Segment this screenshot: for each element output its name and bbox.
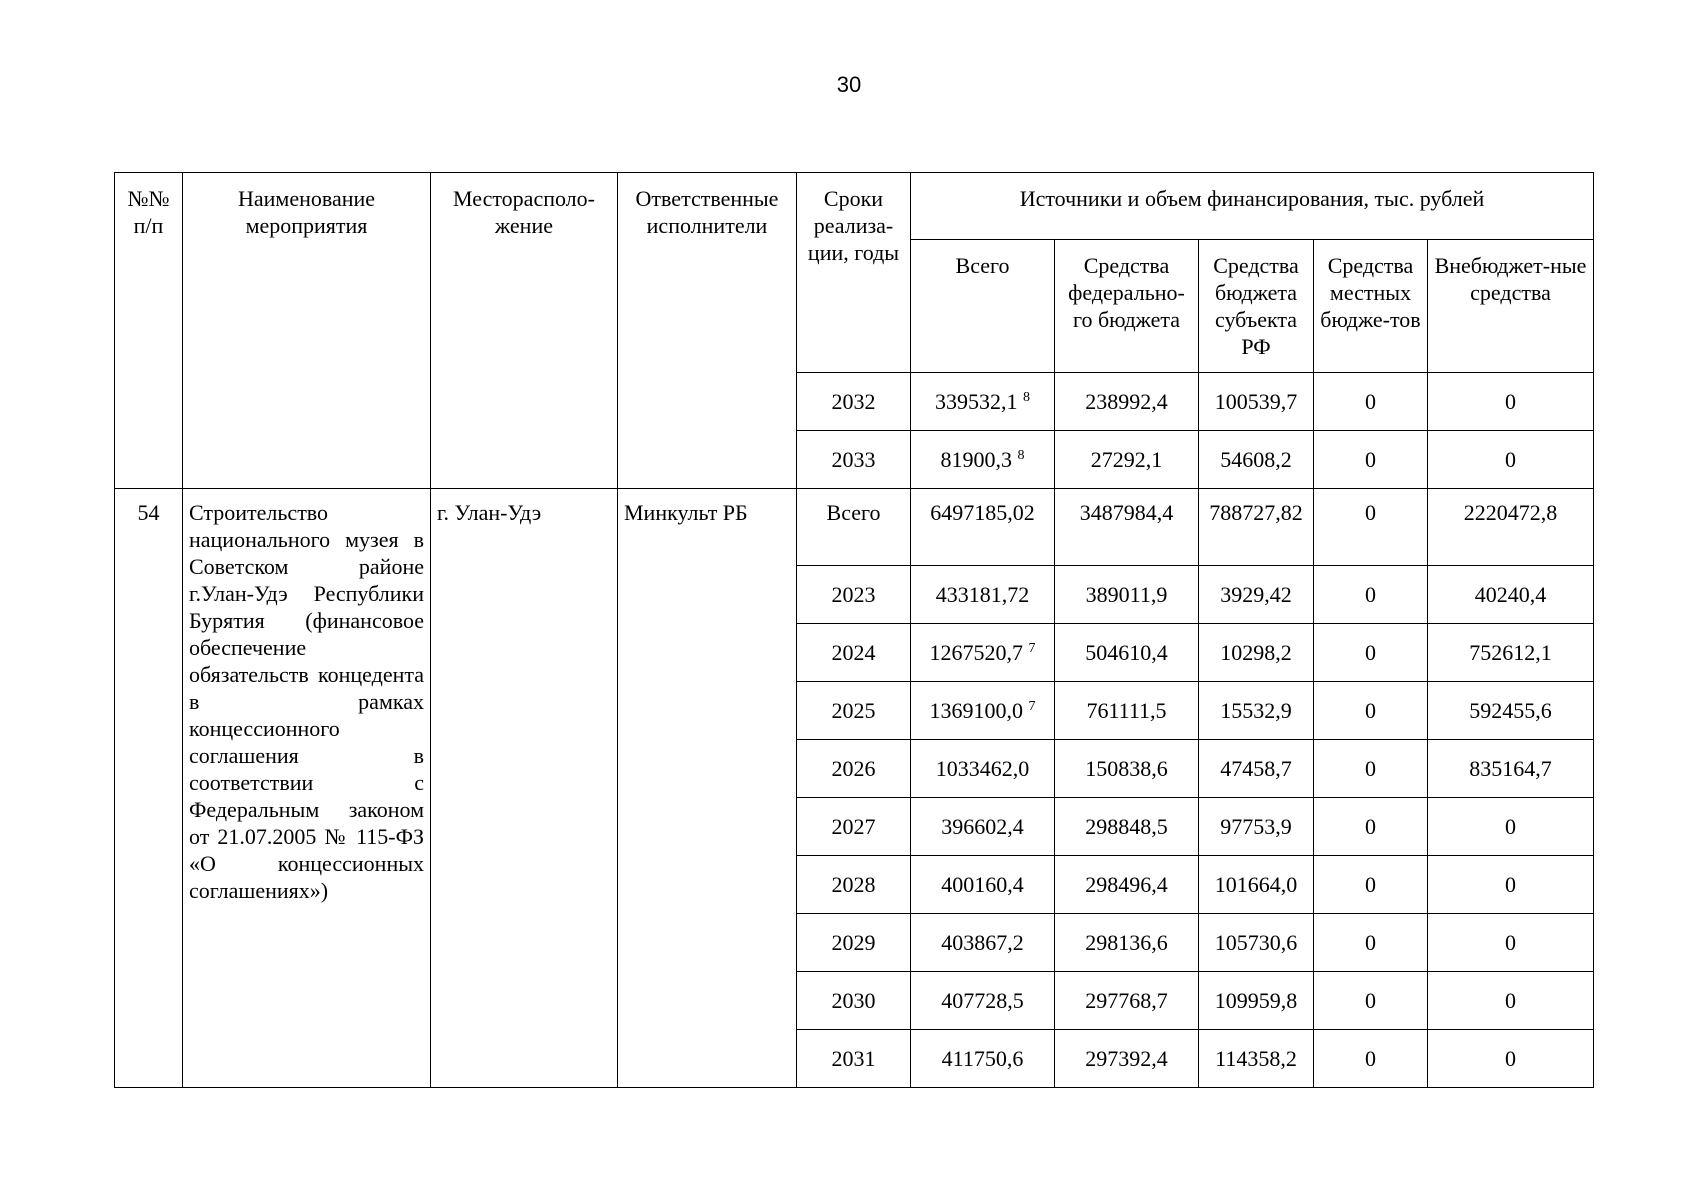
- cell-year: 2028: [797, 856, 911, 914]
- cell-total: 6497185,02: [911, 489, 1055, 566]
- cell-extra: 0: [1428, 856, 1594, 914]
- cell-extra: 2220472,8: [1428, 489, 1594, 566]
- cell-federal: 27292,1: [1055, 431, 1199, 489]
- footnote-ref: 7: [1028, 641, 1036, 656]
- cell-total: 400160,4: [911, 856, 1055, 914]
- cell-local: 0: [1314, 624, 1428, 682]
- cell-total: 403867,2: [911, 914, 1055, 972]
- cell-local: 0: [1314, 431, 1428, 489]
- table-row: [115, 489, 1594, 566]
- cell-year: Всего: [797, 489, 911, 566]
- cell-year: 2030: [797, 972, 911, 1030]
- cell-subject: 15532,9: [1199, 682, 1314, 740]
- cell-year: 2027: [797, 798, 911, 856]
- header-funding: Источники и объем финансирования, тыс. рублей: [911, 173, 1594, 240]
- cell-subject: 47458,7: [1199, 740, 1314, 798]
- cell-year: 2026: [797, 740, 911, 798]
- cell-subject: 10298,2: [1199, 624, 1314, 682]
- cell-federal: 389011,9: [1055, 566, 1199, 624]
- header-federal: Средства федерально-го бюджета: [1055, 240, 1199, 373]
- cell-extra: 0: [1428, 914, 1594, 972]
- cell-subject: 100539,7: [1199, 373, 1314, 431]
- cell-total: 433181,72: [911, 566, 1055, 624]
- item-location: г. Улан-Удэ: [431, 489, 618, 1088]
- cell-extra: 0: [1428, 373, 1594, 431]
- cell-year: 2023: [797, 566, 911, 624]
- cell-local: 0: [1314, 1030, 1428, 1088]
- cell-federal: 297392,4: [1055, 1030, 1199, 1088]
- cell-extra: 0: [1428, 798, 1594, 856]
- cell-extra: 592455,6: [1428, 682, 1594, 740]
- cell-year: 2031: [797, 1030, 911, 1088]
- header-total: Всего: [911, 240, 1055, 373]
- cell-total: 1267520,7 $^7$: [911, 624, 1055, 682]
- cell-federal: 761111,5: [1055, 682, 1199, 740]
- cell-local: 0: [1314, 373, 1428, 431]
- header-row-1: [115, 173, 1594, 240]
- cell-total: 339532,1 $^8$: [911, 373, 1055, 431]
- header-location: Месторасполо-жение: [431, 173, 618, 489]
- cell-subject: 54608,2: [1199, 431, 1314, 489]
- page-number: 30: [836, 72, 862, 97]
- header-executors: Ответственные исполнители: [618, 173, 797, 489]
- header-years: Сроки реализа-ции, годы: [797, 173, 911, 373]
- cell-federal: 504610,4: [1055, 624, 1199, 682]
- cell-extra: 752612,1: [1428, 624, 1594, 682]
- cell-subject: 101664,0: [1199, 856, 1314, 914]
- cell-federal: 297768,7: [1055, 972, 1199, 1030]
- cell-year: 2024: [797, 624, 911, 682]
- cell-local: 0: [1314, 489, 1428, 566]
- cell-federal: 238992,4: [1055, 373, 1199, 431]
- cell-federal: 150838,6: [1055, 740, 1199, 798]
- cell-year: 2025: [797, 682, 911, 740]
- footnote-ref: 8: [1017, 448, 1025, 463]
- header-name: Наименование мероприятия: [183, 173, 431, 489]
- cell-federal: 298136,6: [1055, 914, 1199, 972]
- cell-local: 0: [1314, 798, 1428, 856]
- cell-year: 2033: [797, 431, 911, 489]
- item-executor: Минкульт РБ: [618, 489, 797, 1088]
- cell-total: 407728,5: [911, 972, 1055, 1030]
- header-num: №№ п/п: [115, 173, 183, 489]
- cell-subject: 114358,2: [1199, 1030, 1314, 1088]
- cell-extra: 835164,7: [1428, 740, 1594, 798]
- cell-local: 0: [1314, 856, 1428, 914]
- header-subject: Средства бюджета субъекта РФ: [1199, 240, 1314, 373]
- cell-federal: 298848,5: [1055, 798, 1199, 856]
- cell-total: 1033462,0: [911, 740, 1055, 798]
- item-name: Строительство национального музея в Советском районе г.Улан-Удэ Республики Бурятия (финансовое обеспечение обязательств концедента в рамках концессионного соглашения в соответствии с Федеральным законом от 21.07.2005 № 115-ФЗ «О концессионных соглашениях»): [183, 489, 431, 1088]
- item-number: 54: [115, 489, 183, 1088]
- cell-subject: 3929,42: [1199, 566, 1314, 624]
- cell-extra: 40240,4: [1428, 566, 1594, 624]
- cell-federal: 298496,4: [1055, 856, 1199, 914]
- header-extra: Внебюджет-ные средства: [1428, 240, 1594, 373]
- cell-extra: 0: [1428, 431, 1594, 489]
- cell-year: 2029: [797, 914, 911, 972]
- cell-local: 0: [1314, 682, 1428, 740]
- cell-subject: 788727,82: [1199, 489, 1314, 566]
- cell-extra: 0: [1428, 1030, 1594, 1088]
- cell-total: 1369100,0 $^7$: [911, 682, 1055, 740]
- cell-local: 0: [1314, 566, 1428, 624]
- cell-subject: 105730,6: [1199, 914, 1314, 972]
- cell-total: 81900,3 $^8$: [911, 431, 1055, 489]
- cell-subject: 109959,8: [1199, 972, 1314, 1030]
- cell-local: 0: [1314, 972, 1428, 1030]
- cell-subject: 97753,9: [1199, 798, 1314, 856]
- cell-total: 411750,6: [911, 1030, 1055, 1088]
- financing-table: [114, 172, 1594, 1088]
- header-local: Средства местных бюдже-тов: [1314, 240, 1428, 373]
- footnote-ref: 8: [1023, 390, 1030, 405]
- cell-extra: 0: [1428, 972, 1594, 1030]
- cell-year: 2032: [797, 373, 911, 431]
- cell-local: 0: [1314, 740, 1428, 798]
- cell-federal: 3487984,4: [1055, 489, 1199, 566]
- cell-local: 0: [1314, 914, 1428, 972]
- footnote-ref: 7: [1028, 699, 1036, 714]
- cell-total: 396602,4: [911, 798, 1055, 856]
